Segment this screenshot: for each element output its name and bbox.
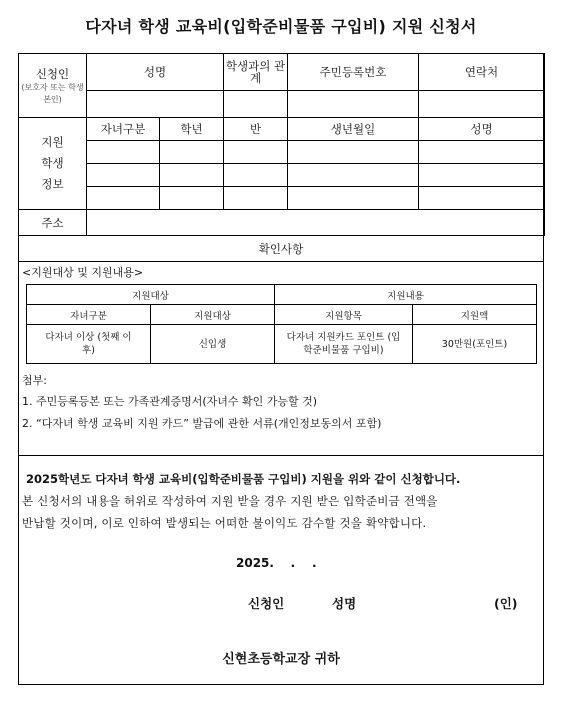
applicant-relation-field[interactable]	[224, 91, 288, 118]
section-divider	[18, 455, 544, 456]
applicant-contact-field[interactable]	[419, 91, 545, 118]
support-heading: <지원대상 및 지원내용>	[22, 266, 144, 279]
applicant-contact-header: 연락처	[419, 54, 545, 91]
applicant-rrn-field[interactable]	[288, 91, 419, 118]
student-field[interactable]	[87, 187, 160, 210]
applicant-name-field[interactable]	[87, 91, 224, 118]
applicant-note: (보호자 또는 학생 본인)	[21, 82, 84, 104]
support-col-child-type: 자녀구분	[27, 305, 151, 325]
applicant-label-cell	[19, 54, 87, 118]
signature-seal[interactable]: (인)	[494, 596, 518, 611]
addressee: 신현초등학교장 귀하	[222, 652, 340, 667]
signature-applicant-label: 신청인	[248, 596, 285, 611]
application-date: 2025. . .	[236, 556, 317, 570]
student-label-1: 지원	[41, 135, 64, 149]
support-value-amount: 30만원(포인트)	[413, 325, 537, 364]
support-col-item: 지원항목	[275, 305, 413, 325]
support-col-amount: 지원액	[413, 305, 537, 325]
declaration-main: 2025학년도 다자녀 학생 교육비(입학준비물품 구입비) 지원을 위와 같이 신청합니다.	[26, 472, 461, 486]
student-field[interactable]	[288, 141, 419, 164]
address-field[interactable]	[87, 210, 545, 236]
student-field[interactable]	[419, 187, 545, 210]
student-col-class: 반	[224, 118, 288, 141]
support-col-target: 지원대상	[151, 305, 275, 325]
student-field[interactable]	[224, 187, 288, 210]
student-col-grade: 학년	[160, 118, 224, 141]
student-field[interactable]	[160, 187, 224, 210]
support-group-content: 지원내용	[275, 285, 537, 305]
support-value-target: 신입생	[151, 325, 275, 364]
applicant-name-header: 성명	[87, 54, 224, 91]
support-value-item: 다자녀 지원카드 포인트 (입학준비물품 구입비)	[275, 325, 413, 364]
applicant-relation-header: 학생과의 관계	[224, 54, 288, 91]
address-label: 주소	[19, 210, 87, 236]
confirm-header: 확인사항	[18, 238, 544, 262]
student-field[interactable]	[160, 141, 224, 164]
support-group-target: 지원대상	[27, 285, 275, 305]
student-col-name: 성명	[419, 118, 545, 141]
attachment-item-2: 2. “다자녀 학생 교육비 지원 카드” 발급에 관한 서류(개인정보동의서 포함)	[22, 417, 382, 430]
support-value-child-type: 다자녀 이상 (첫째 이후)	[27, 325, 151, 364]
student-label-3: 정보	[41, 177, 64, 191]
form-title: 다자녀 학생 교육비(입학준비물품 구입비) 지원 신청서	[85, 17, 477, 36]
student-label-2: 학생	[41, 156, 64, 170]
applicant-rrn-header: 주민등록번호	[288, 54, 419, 91]
support-table	[26, 284, 537, 364]
attachment-item-1: 1. 주민등록등본 또는 가족관계증명서(자녀수 확인 가능할 것)	[22, 395, 318, 408]
student-label-cell	[19, 118, 87, 210]
signature-name-label: 성명	[332, 596, 357, 611]
student-field[interactable]	[224, 164, 288, 187]
declaration-line-2: 반납할 것이며, 이로 인하여 발생되는 어떠한 불이익도 감수할 것을 확약합니다.	[22, 516, 427, 530]
student-field[interactable]	[224, 141, 288, 164]
attachments-label: 첨부:	[22, 374, 47, 387]
applicant-info-table	[18, 53, 545, 236]
student-field[interactable]	[288, 187, 419, 210]
applicant-label: 신청인	[35, 66, 70, 81]
student-col-birthdate: 생년월일	[288, 118, 419, 141]
student-field[interactable]	[160, 164, 224, 187]
student-field[interactable]	[419, 141, 545, 164]
student-field[interactable]	[87, 164, 160, 187]
student-field[interactable]	[419, 164, 545, 187]
declaration-line-1: 본 신청서의 내용을 허위로 작성하여 지원 받을 경우 지원 받은 입학준비금 전액을	[22, 494, 438, 508]
student-col-child-type: 자녀구분	[87, 118, 160, 141]
student-field[interactable]	[87, 141, 160, 164]
student-field[interactable]	[288, 164, 419, 187]
